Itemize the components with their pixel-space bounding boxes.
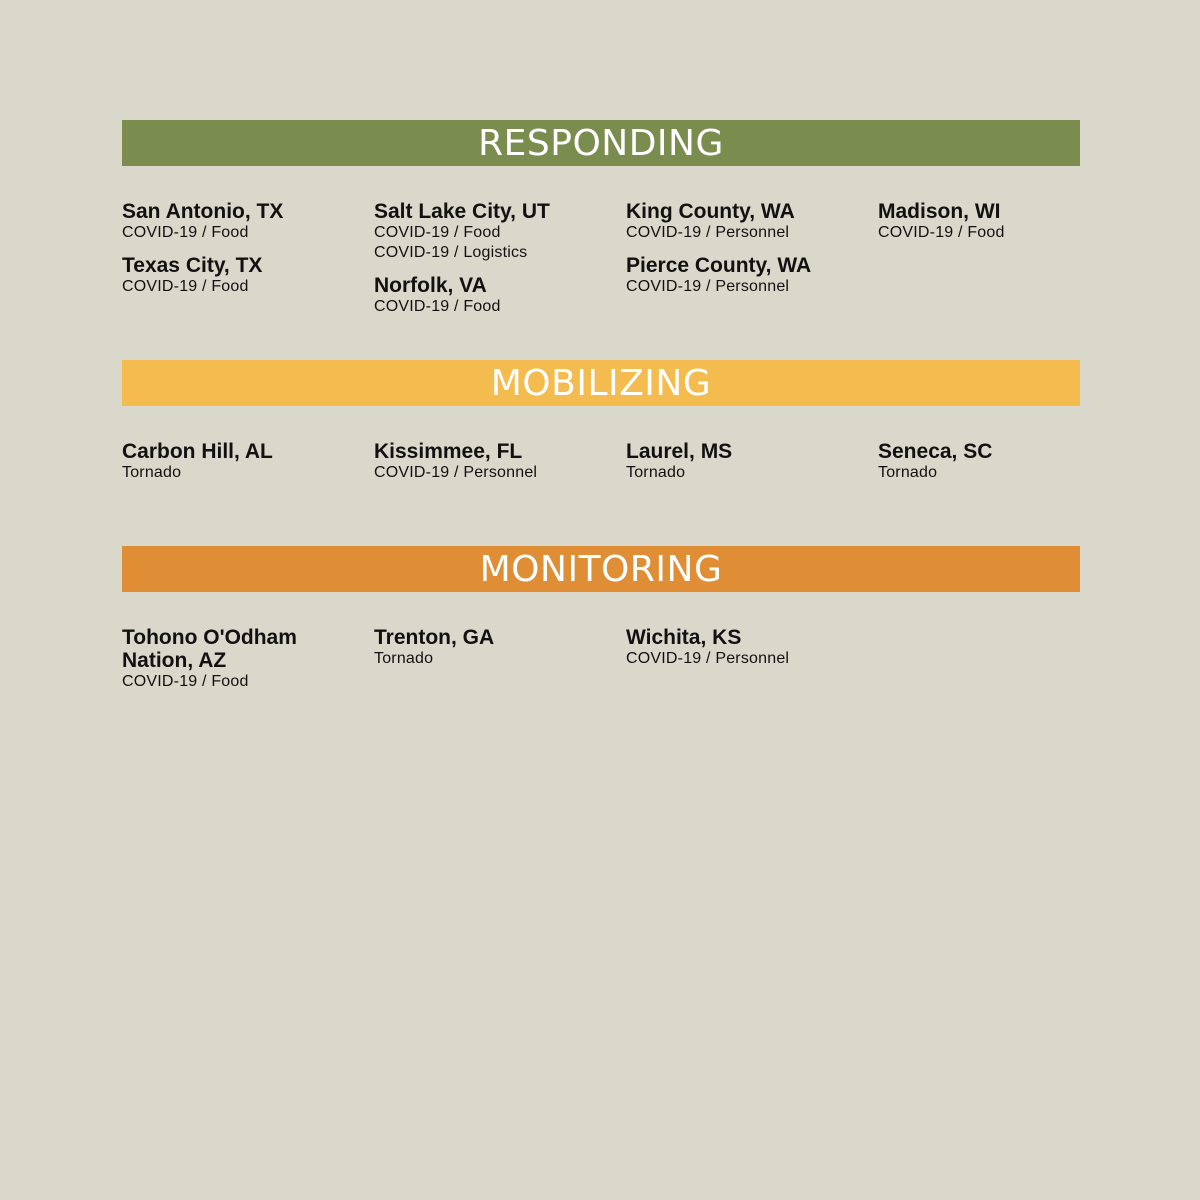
section-mobilizing — [122, 360, 1080, 494]
section-responding — [122, 120, 1080, 328]
location-column — [878, 440, 1130, 494]
location-detail: COVID-19 / Food — [878, 224, 1005, 241]
location-detail: Tornado — [122, 464, 182, 481]
location-column — [878, 200, 1130, 328]
location-columns — [122, 440, 1080, 494]
location-name: Laurel, MS — [626, 440, 733, 463]
location-column — [122, 200, 374, 328]
location-columns — [122, 626, 1080, 703]
location-name: Trenton, GA — [374, 626, 495, 649]
location-entry — [374, 440, 626, 483]
location-detail: COVID-19 / Personnel — [626, 278, 790, 295]
location-entry — [626, 626, 878, 669]
location-column — [374, 200, 626, 328]
location-detail: COVID-19 / Personnel — [374, 464, 538, 481]
location-entry — [374, 274, 626, 317]
location-name: Seneca, SC — [878, 440, 993, 463]
location-detail: COVID-19 / Personnel — [626, 650, 790, 667]
location-column — [374, 440, 626, 494]
location-detail: Tornado — [878, 464, 938, 481]
location-entry — [122, 626, 374, 692]
location-name: Norfolk, VA — [374, 274, 487, 297]
location-entry — [626, 254, 878, 297]
location-column — [122, 440, 374, 494]
location-entry — [374, 200, 626, 263]
location-entry — [878, 200, 1130, 243]
location-entry — [374, 626, 626, 669]
location-entry — [878, 440, 1130, 483]
location-detail: COVID-19 / Food — [122, 278, 249, 295]
location-detail: COVID-19 / Food — [374, 298, 501, 315]
location-name: Madison, WI — [878, 200, 1001, 223]
location-detail: COVID-19 / Food — [122, 224, 249, 241]
location-column — [626, 440, 878, 494]
section-banner-mobilizing: MOBILIZING — [122, 360, 1080, 406]
location-detail: Tornado — [374, 650, 434, 667]
location-entry — [122, 440, 374, 483]
location-name: San Antonio, TX — [122, 200, 284, 223]
location-name: Pierce County, WA — [626, 254, 812, 277]
location-column — [374, 626, 626, 703]
location-entry — [626, 440, 878, 483]
location-column — [626, 626, 878, 703]
section-banner-monitoring: MONITORING — [122, 546, 1080, 592]
location-column — [122, 626, 374, 703]
location-detail: Tornado — [626, 464, 686, 481]
location-detail: COVID-19 / Food — [122, 673, 249, 690]
location-name: Carbon Hill, AL — [122, 440, 273, 463]
location-name: Wichita, KS — [626, 626, 742, 649]
section-banner-responding: RESPONDING — [122, 120, 1080, 166]
location-entry — [122, 200, 374, 243]
location-column — [626, 200, 878, 328]
section-monitoring — [122, 546, 1080, 703]
location-detail: COVID-19 / Logistics — [374, 244, 528, 261]
location-columns — [122, 200, 1080, 328]
location-entry — [626, 200, 878, 243]
location-name: Texas City, TX — [122, 254, 263, 277]
location-entry — [122, 254, 374, 297]
location-detail: COVID-19 / Personnel — [626, 224, 790, 241]
location-name: Salt Lake City, UT — [374, 200, 550, 223]
location-name: Tohono O'Odham Nation, AZ — [122, 626, 297, 672]
location-name: King County, WA — [626, 200, 795, 223]
location-column — [878, 626, 1130, 703]
location-name: Kissimmee, FL — [374, 440, 523, 463]
location-detail: COVID-19 / Food — [374, 224, 501, 241]
